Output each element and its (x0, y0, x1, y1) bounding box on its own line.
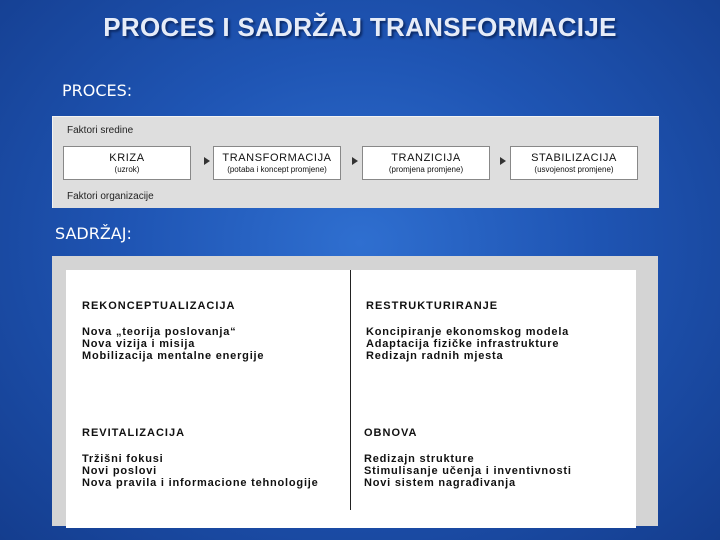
quadrant-item: Koncipiranje ekonomskog modela (366, 326, 570, 338)
factor-environment-label: Faktori sredine (67, 125, 134, 136)
quadrant-item: Novi poslovi (82, 465, 157, 477)
content-matrix (66, 270, 636, 528)
quadrant-item: Novi sistem nagrađivanja (364, 477, 516, 489)
quadrant-item: Nova pravila i informacione tehnologije (82, 477, 319, 489)
step-sub: (potaba i koncept promjene) (227, 165, 327, 174)
arrow-icon (352, 157, 358, 165)
quadrant-item: Adaptacija fizičke infrastrukture (366, 338, 560, 350)
step-sub: (usvojenost promjene) (534, 165, 614, 174)
step-stabilizacija-box (510, 146, 638, 180)
sadrzaj-label: SADRŽAJ: (55, 224, 132, 243)
slide-title: PROCES I SADRŽAJ TRANSFORMACIJE (103, 12, 617, 42)
quadrant-heading: REKONCEPTUALIZACIJA (82, 300, 236, 312)
step-tranzicija-box (362, 146, 490, 180)
quadrant-rekonceptualizacija (82, 300, 264, 362)
quadrant-item: Nova „teorija poslovanja“ (82, 326, 237, 338)
quadrant-item: Mobilizacija mentalne energije (82, 350, 265, 362)
step-name: TRANZICIJA (391, 152, 461, 164)
step-name: TRANSFORMACIJA (222, 152, 332, 164)
quadrant-revitalizacija (82, 427, 319, 489)
quadrant-obnova (364, 427, 572, 489)
step-kriza-box (63, 146, 191, 180)
process-diagram (52, 116, 659, 208)
quadrant-item: Stimulisanje učenja i inventivnosti (364, 465, 572, 477)
matrix-divider (350, 270, 351, 510)
quadrant-item: Nova vizija i misija (82, 338, 196, 350)
step-name: KRIZA (109, 152, 145, 164)
step-sub: (promjena promjene) (388, 165, 464, 174)
quadrant-heading: REVITALIZACIJA (82, 427, 186, 439)
quadrant-item: Redizajn radnih mjesta (366, 350, 504, 362)
content-diagram (52, 256, 658, 526)
arrow-icon (500, 157, 506, 165)
step-transformacija-box (213, 146, 341, 180)
proces-label: PROCES: (62, 81, 133, 100)
quadrant-heading: OBNOVA (364, 427, 418, 439)
step-name: STABILIZACIJA (531, 152, 617, 164)
quadrant-restrukturiranje (366, 300, 569, 362)
factor-organization-label: Faktori organizacije (67, 191, 154, 202)
quadrant-heading: RESTRUKTURIRANJE (366, 300, 499, 312)
arrow-icon (204, 157, 210, 165)
quadrant-item: Tržišni fokusi (82, 453, 164, 465)
step-sub: (uzrok) (114, 165, 140, 174)
quadrant-item: Redizajn strukture (364, 453, 475, 465)
